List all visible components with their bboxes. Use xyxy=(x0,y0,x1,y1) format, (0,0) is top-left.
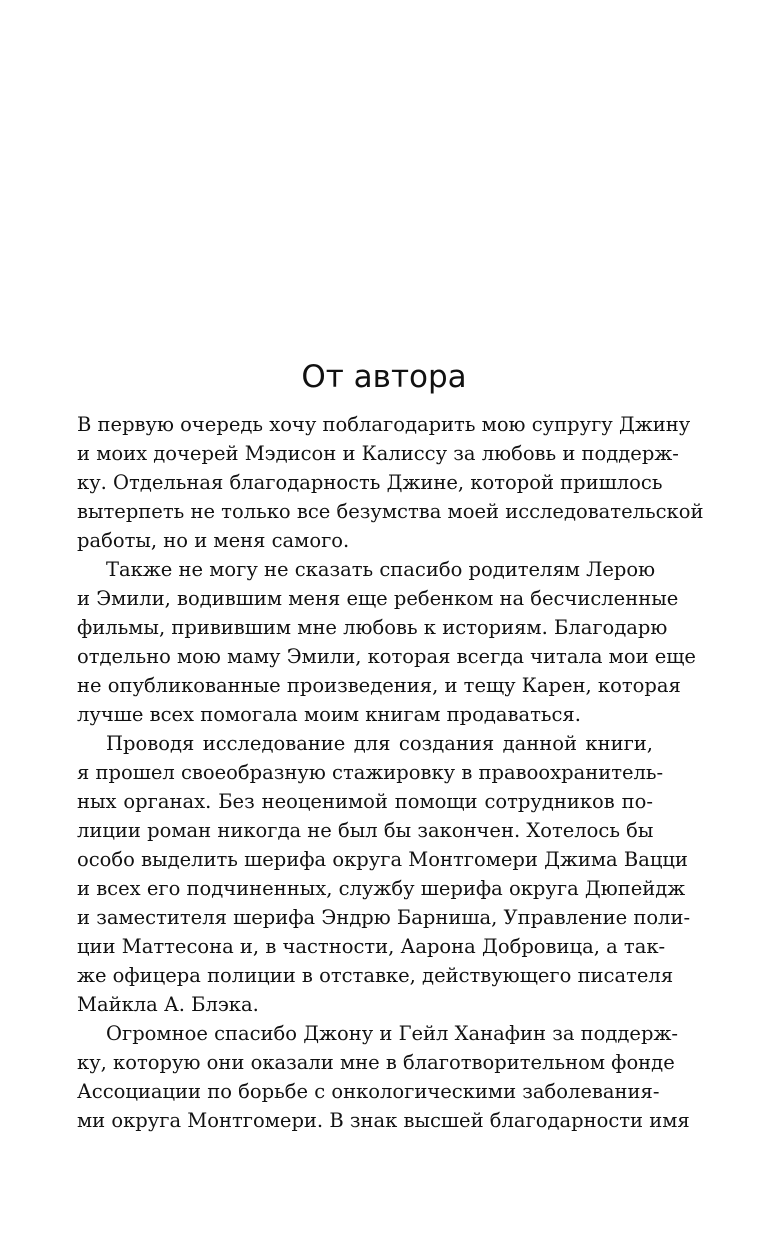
text-line: я прошел своеобразную стажировку в правоохранитель- xyxy=(77,761,664,784)
text-line: Ассоциации по борьбе с онкологическими заболевания- xyxy=(77,1080,660,1103)
text-line: работы, но и меня самого. xyxy=(77,529,350,552)
text-line: ми округа Монтгомери. В знак высшей благодарности имя xyxy=(77,1109,690,1132)
text-line: же офицера полиции в отставке, действующего писателя xyxy=(77,964,674,987)
text-line: ку. Отдельная благодарность Джине, которой пришлось xyxy=(77,471,663,494)
text-line: особо выделить шерифа округа Монтгомери Джима Вацци xyxy=(77,848,688,871)
paragraph-4 xyxy=(77,1019,690,1135)
text-line: отдельно мою маму Эмили, которая всегда читала мои еще xyxy=(77,645,696,668)
text-line: и Эмили, водившим меня еще ребенком на бесчисленные xyxy=(77,587,679,610)
text-line: Майкла А. Блэка. xyxy=(77,993,259,1016)
body-text xyxy=(77,410,704,1135)
paragraph-2 xyxy=(77,555,696,729)
text-line: вытерпеть не только все безумства моей исследовательской xyxy=(77,500,704,523)
text-line: В первую очередь хочу поблагодарить мою супругу Джину xyxy=(77,413,691,436)
text-line: лучше всех помогала моим книгам продаваться. xyxy=(77,703,581,726)
text-line: и моих дочерей Мэдисон и Калиссу за любовь и поддерж- xyxy=(77,442,679,465)
text-line: ных органах. Без неоценимой помощи сотрудников по- xyxy=(77,790,653,813)
text-line: фильмы, привившим мне любовь к историям. Благодарю xyxy=(77,616,668,639)
text-line: Также не могу не сказать спасибо родителям Лерою xyxy=(106,558,656,581)
paragraph-3 xyxy=(77,729,691,1019)
text-line: не опубликованные произведения, и тещу Карен, которая xyxy=(77,674,681,697)
text-line: ку, которую они оказали мне в благотворительном фонде xyxy=(77,1051,675,1074)
text-line: и всех его подчиненных, службу шерифа округа Дюпейдж xyxy=(77,877,686,900)
text-line: ции Маттесона и, в частности, Аарона Добровица, а так- xyxy=(77,935,666,958)
text-line: Огромное спасибо Джону и Гейл Ханафин за поддерж- xyxy=(106,1022,678,1045)
text-line: Проводя исследование для создания данной книги, xyxy=(106,732,653,755)
chapter-heading: От автора xyxy=(301,359,467,395)
paragraph-1 xyxy=(77,410,704,555)
text-line: и заместителя шерифа Эндрю Барниша, Управление поли- xyxy=(77,906,691,929)
text-line: лиции роман никогда не был бы закончен. Хотелось бы xyxy=(77,819,654,842)
